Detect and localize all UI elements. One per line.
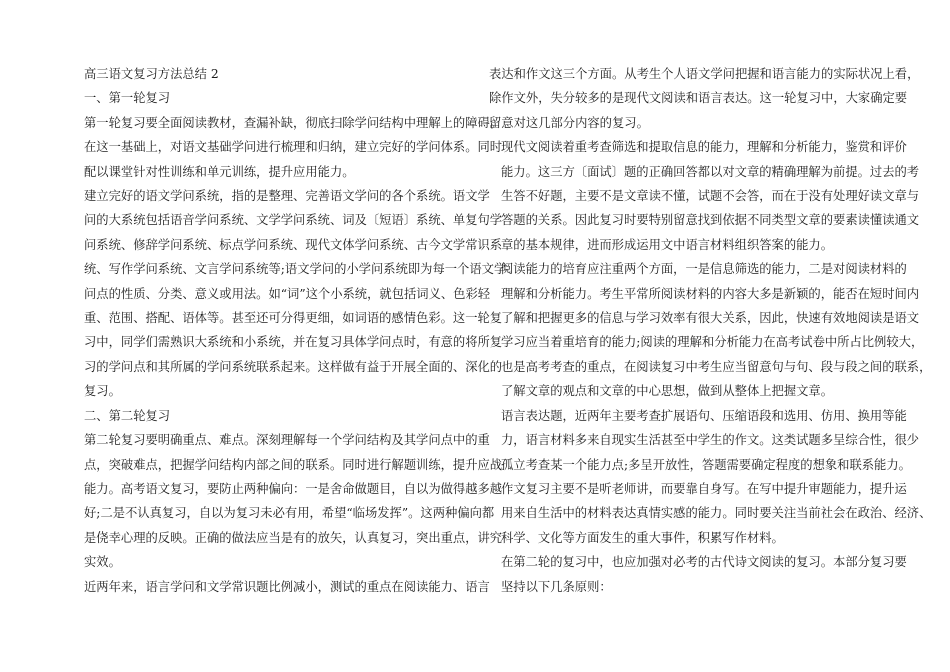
paragraph — [489, 257, 932, 403]
paragraph — [489, 477, 932, 550]
text-line: 阅读能力的培育应注重两个方面，一是信息筛选的能力，二是对阅读材料的 — [501, 262, 907, 277]
text-line: 习的学问点和其所属的学问系统联系起来。这样做有益于开展全面的、深化的 — [84, 359, 503, 374]
right-column — [489, 62, 932, 599]
text-line: 现代文阅读着重考查筛选和提取信息的能力，理解和分析能力，鉴赏和评价 — [501, 140, 907, 155]
paragraph — [72, 404, 466, 428]
text-line: 科学、文化等方面发生的重大事件，积累写作材料。 — [501, 530, 784, 545]
text-line: 答题的关系。因此复习时要特别留意找到依据不同类型文章的要素读懂读通文 — [501, 213, 920, 228]
paragraph — [489, 135, 920, 257]
text-line: 好;二是不认真复习，自以为复习未必有用，希望“临场发挥”。这两种偏向都 — [84, 506, 495, 521]
text-line: 了解和把握更多的信息与学习效率有很大关系，因此，快速有效地阅读是语文 — [501, 311, 920, 326]
text-line: 表达和作文这三个方面。从考生个人语文学问把握和语言能力的实际状况上看， — [489, 67, 920, 81]
paragraph — [72, 111, 503, 184]
text-line: 在这一基础上，对语文基础学问进行梳理和归纳，建立完好的学问体系。同时 — [84, 140, 503, 155]
text-line: 问系统、修辞学问系统、标点学问系统、现代文体学问系统、古今文学常识系 — [84, 237, 503, 252]
text-line: 复习。 — [84, 384, 121, 399]
text-line: 二、第二轮复习 — [84, 408, 171, 423]
text-line: 一、第一轮复习 — [84, 91, 171, 106]
paragraph — [489, 62, 920, 135]
paragraph — [489, 550, 907, 599]
text-line: 学习应当着重培育的能力;阅读的理解和分析能力在高考试卷中所占比例较大， — [501, 335, 924, 350]
text-line: 统、写作学问系统、文言学问系统等;语文学问的小学问系统即为每一个语文学 — [84, 262, 507, 277]
left-column — [72, 62, 507, 599]
text-line: 语言表达题，近两年主要考查扩展语句、压缩语段和选用、仿用、换用等能 — [501, 408, 907, 423]
text-line: 章的基本规律，进而形成运用文中语言材料组织答案的能力。 — [501, 237, 834, 252]
text-line: 重、范围、搭配、语体等。甚至还可分得更细，如词语的感情色彩。这一轮复 — [84, 311, 503, 326]
text-line: 第一轮复习要全面阅读教材，查漏补缺，彻底扫除学问结构中理解上的障碍。 — [84, 115, 503, 130]
text-line: 问的大系统包括语音学问系统、文学学问系统、词及〔短语〕系统、单复句学 — [84, 213, 503, 228]
text-line: 问点的性质、分类、意义或用法。如“词”这个小系统，就包括词义、色彩轻 — [84, 286, 491, 301]
text-line: 习中，同学们需熟识大系统和小系统，并在复习具体学问点时，有意的将所复 — [84, 335, 503, 350]
paragraph — [72, 575, 490, 599]
text-line: 配以课堂针对性训练和单元训练，提升应用能力。 — [84, 164, 355, 179]
paragraph — [72, 428, 503, 574]
paragraph — [489, 404, 920, 477]
text-line: 点，突破难点，把握学问结构内部之间的联系。同时进行解题训练，提升应战 — [84, 457, 503, 472]
text-line: 坚持以下几条原则： — [501, 579, 612, 594]
text-line: 在第二轮的复习中，也应加强对必考的古代诗文阅读的复习。本部分复习要 — [501, 555, 907, 570]
paragraph — [72, 62, 466, 86]
text-line: 孤立考查某一个能力点;多呈开放性，答题需要确定程度的想象和联系能力。 — [501, 457, 911, 472]
text-line: 了解文章的观点和文章的中心思想，做到从整体上把握文章。 — [501, 384, 834, 399]
text-line: 实效。 — [84, 555, 121, 570]
text-line: 建立完好的语文学问系统，指的是整理、完善语文学问的各个系统。语文学 — [84, 189, 490, 204]
text-line: 生答不好题，主要不是文章读不懂，试题不会答，而在于没有处理好读文章与 — [501, 189, 920, 204]
text-line: 近两年来，语言学问和文学常识题比例减小，测试的重点在阅读能力、语言 — [84, 579, 490, 594]
text-line: 力，语言材料多来自现实生活甚至中学生的作文。这类试题多呈综合性，很少 — [501, 433, 920, 448]
text-line: 是侥幸心理的反映。正确的做法应当是有的放矢，认真复习，突出重点，讲究 — [84, 530, 503, 545]
text-line: 第二轮复习要明确重点、难点。深刻理解每一个学问结构及其学问点中的重 — [84, 433, 490, 448]
text-line: 能力。高考语文复习，要防止两种偏向：一是舍命做题目，自以为做得越多越 — [84, 481, 503, 496]
text-line: 也是高考考查的重点，在阅读复习中考生应当留意句与句、段与段之间的联系， — [501, 359, 932, 374]
text-line: 作文复习主要不是听老师讲，而要靠自身写。在写中提升审题能力，提升运 — [501, 481, 907, 496]
text-line: 留意对这几部分内容的复习。 — [489, 115, 649, 130]
text-line: 高三语文复习方法总结 2 — [84, 67, 219, 81]
text-line: 能力。这三方〔面试〕题的正确回答都以对文章的精确理解为前提。过去的考 — [501, 164, 920, 179]
text-line: 理解和分析能力。考生平常所阅读材料的内容大多是新颖的，能否在短时间内 — [501, 286, 920, 301]
paragraph — [72, 86, 466, 110]
paragraph — [72, 184, 507, 404]
text-line: 用来自生活中的材料表达真情实感的能力。同时要关注当前社会在政治、经济、 — [501, 506, 932, 521]
text-line: 除作文外，失分较多的是现代文阅读和语言表达。这一轮复习中，大家确定要 — [489, 91, 908, 106]
